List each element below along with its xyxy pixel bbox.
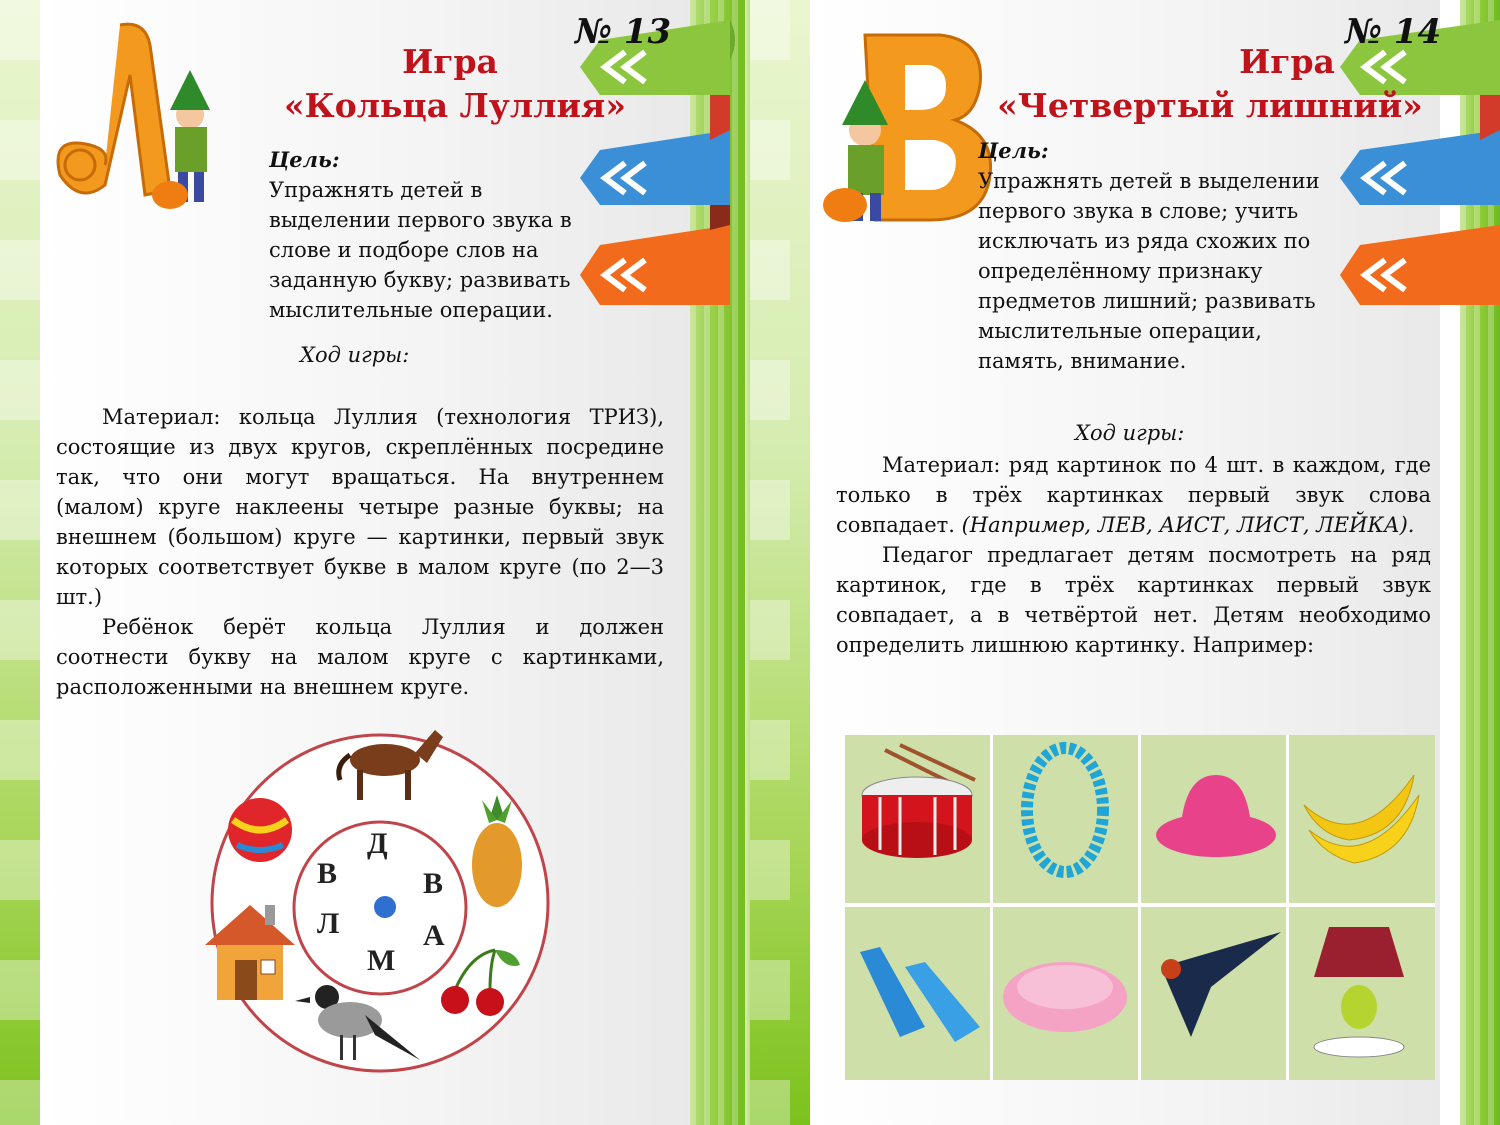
- beads-icon: [993, 735, 1138, 903]
- goal-block: [269, 145, 599, 325]
- drum-icon: [845, 735, 990, 903]
- goal-line: первого звука в слове; учить: [978, 199, 1299, 223]
- game-title: «Кольца Луллия»: [284, 86, 626, 125]
- flippers-icon: [845, 907, 990, 1080]
- picture-grid: [845, 735, 1435, 1080]
- ring-letter: В: [317, 857, 338, 890]
- grid-cell: [993, 735, 1138, 903]
- game-description: [836, 450, 1431, 660]
- grid-cell: [1289, 907, 1435, 1080]
- ball-icon: [228, 798, 292, 862]
- ring-letter: А: [423, 919, 445, 952]
- game-description: [56, 402, 664, 702]
- goal-line: мыслительные операции.: [269, 298, 553, 322]
- goal-line: выделении первого звука в: [269, 208, 572, 232]
- ring-letter: В: [423, 867, 444, 900]
- lullius-rings: [195, 715, 555, 1085]
- grid-cell: [1141, 907, 1286, 1080]
- grid-cell: [1141, 735, 1286, 903]
- goal-line: Упражнять детей в: [269, 178, 483, 202]
- material-text: Материал: ряд картинок по 4 шт. в каждом, где только в трёх картинках первый звук слова совпадает.: [836, 453, 1431, 537]
- goal-line: память, внимание.: [978, 349, 1187, 373]
- grid-cell: [845, 907, 990, 1080]
- goal-line: мыслительные операции,: [978, 319, 1262, 343]
- paragraph-material: Материал: кольца Луллия (технология ТРИЗ), состоящие из двух кругов, скреплённых посредине так, что они могут вращаться. На внутреннем (малом) круге наклеены четыре разные буквы; на внешнем (большом) круге — картинки, первый звук которых соответствует букве в малом круге (по 2—3 шт.): [56, 405, 664, 609]
- grid-cell: [1289, 735, 1435, 903]
- goal-heading: Цель:: [269, 147, 340, 172]
- center-pin-icon: [374, 896, 396, 918]
- soap-icon: [993, 907, 1138, 1080]
- paragraph-procedure: Ребёнок берёт кольца Луллия и должен соотнести букву на малом круге с картинками, расположенными на внешнем круге.: [56, 615, 664, 699]
- goal-line: предметов лишний; развивать: [978, 289, 1316, 313]
- left-green-strip: [0, 0, 40, 1125]
- goal-line: слове и подборе слов на: [269, 238, 539, 262]
- right-green-strip: [750, 0, 810, 1125]
- goal-line: заданную букву; развивать: [269, 268, 571, 292]
- goal-line: исключать из ряда схожих по: [978, 229, 1311, 253]
- paragraph-procedure: Педагог предлагает детям посмотреть на ряд картинок, где в трёх картинках первый звук совпадает, а в четвёртой нет. Детям необходимо определить лишнюю картинку. Например:: [836, 543, 1431, 657]
- ring-letter: Л: [317, 907, 340, 940]
- title-line1: Игра: [402, 42, 498, 81]
- grid-cell: [845, 735, 990, 903]
- swallow-icon: [1141, 907, 1286, 1080]
- goal-line: Упражнять детей в выделении: [978, 169, 1320, 193]
- banana-icon: [1289, 735, 1435, 903]
- howto-heading: Ход игры:: [1075, 421, 1185, 445]
- game-title: «Четвертый лишний»: [997, 86, 1423, 125]
- hat-icon: [1141, 735, 1286, 903]
- paragraph-material: [836, 450, 1431, 540]
- grid-cell: [993, 907, 1138, 1080]
- letter-l-gnome-icon: [50, 15, 220, 215]
- howto-heading: Ход игры:: [300, 343, 410, 367]
- game-number: № 13: [575, 12, 672, 52]
- game-number: № 14: [1345, 12, 1442, 52]
- lamp-icon: [1289, 907, 1435, 1080]
- material-example: (Например, ЛЕВ, АИСТ, ЛИСТ, ЛЕЙКА).: [961, 513, 1415, 537]
- title-line1: Игра: [1239, 42, 1335, 81]
- goal-line: определённому признаку: [978, 259, 1263, 283]
- ring-letter: Д: [367, 827, 388, 860]
- goal-heading: Цель:: [978, 138, 1049, 163]
- ring-letter: М: [367, 944, 396, 977]
- goal-block: [978, 136, 1348, 376]
